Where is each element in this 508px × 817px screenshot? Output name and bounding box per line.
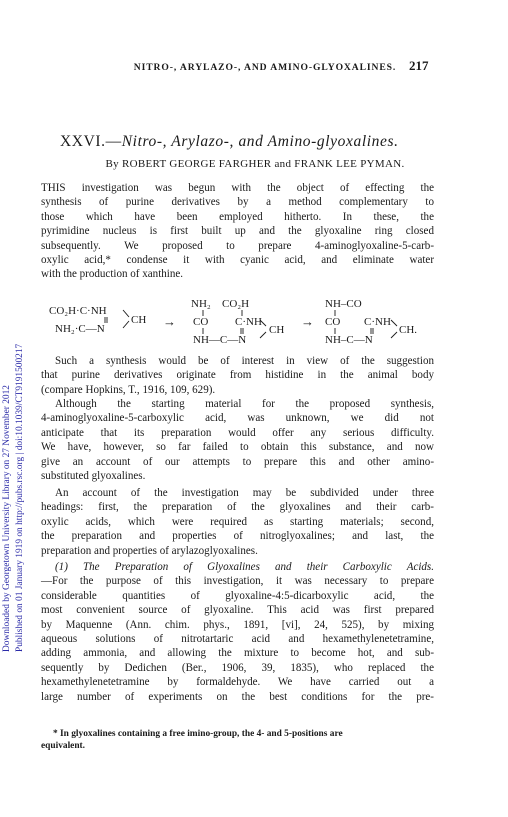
formula-intermediate-acid: CO₂H [222,298,250,310]
article-authors: By ROBERT GEORGE FARGHER and FRANK LEE PYMAN. [105,158,405,170]
text-line: 4-aminoglyoxaline-5-carboxylic acid, was unknown, we did not [41,412,434,425]
text-line: that purine derivatives originate from histidine in the animal body [41,369,434,382]
publication-notice: Published on 01 January 1919 on http://pubs.rsc.org | doi:10.1039/CT9191500217 [15,343,25,652]
text-line: large number of experiments on the best conditions for the pre- [41,690,434,703]
formula-xanthine-ring-top: C·NH [364,316,391,328]
formula-xanthine-carbonyl: CO [325,316,341,328]
reaction-arrow-1: → [163,314,176,329]
text-line: considerable quantities of glyoxaline-4:5-dicarboxylic acid, the [41,589,434,602]
download-notice: Downloaded by Georgetown University Library on 27 November 2012 [2,385,12,652]
formula-xanthine-top: NH–CO [325,298,362,310]
reaction-scheme [41,296,441,354]
text-line: most convenient source of glyoxaline. This acid was first prepared [41,604,434,617]
formula-aminoacid-top: CO₂H·C·NH [49,305,107,317]
article-title [60,133,450,151]
formula-aminoacid-ring: CH [131,314,147,326]
article-title-text: Nitro-, Arylazo-, and Amino-glyoxalines. [121,133,399,150]
section-heading: (1) The Preparation of Glyoxalines and their Carboxylic Acids. [55,561,434,573]
footnote [41,728,434,752]
text-line: hexamethylenetetramine by formaldehyde. We have carried out a [41,676,434,689]
text-line: with the production of xanthine. [41,268,184,281]
formula-aminoacid-bottom: NH₂·C—N [55,323,105,335]
paragraph-outline [41,486,434,558]
text-line: —For the purpose of this investigation, it was necessary to prepare [41,575,434,588]
formula-xanthine-ring-bottom: NH–C—N [325,334,373,346]
text-line: those which have been employed hitherto. In these, the [41,210,434,223]
text-line: adding ammonia, and allowing the mixture to become hot, and sub- [41,647,434,660]
paragraph-intro [41,181,434,282]
text-line: by Maquenne (Ann. chim. phys., 1891, [vi], 24, 525), by mixing [41,618,434,631]
text-line: pyrimidine nucleus is first built up and the glyoxaline ring closed [41,225,434,238]
text-line: preparation and properties of arylazoglyoxalines. [41,544,258,557]
text-line: oxylic acids, which were required as starting materials; second, [41,515,434,528]
text-line: We have, however, so far failed to obtain this substance, and now [41,441,434,454]
text-line: sequently by Dedichen (Ber., 1906, 39, 1835), who replaced the [41,661,434,674]
text-line: anticipate that its preparation would offer any serious difficulty. [41,426,434,439]
text-line: aqueous solutions of nitrotartaric acid and hexamethylenetetramine, [41,633,434,646]
formula-intermediate-carbonyl: CO [193,316,209,328]
text-line: the preparation and properties of nitroglyoxalines; and last, the [41,530,434,543]
paragraph-starting-material [41,397,434,483]
download-watermark [2,130,32,670]
text-line: substituted glyoxalines. [41,470,146,483]
formula-xanthine-ring: CH. [399,324,418,336]
text-line: synthesis of purine derivatives by a method complementary to [41,196,434,209]
formula-intermediate-amine: NH₂ [191,298,211,310]
text-line: subsequently. We proposed to prepare 4-aminoglyoxaline-5-carb- [41,239,434,252]
text-line: (compare Hopkins, T., 1916, 109, 629). [41,383,216,396]
paragraph-interest [41,354,434,397]
paragraph-preparation [41,560,434,704]
footnote-line: equivalent. [41,741,86,751]
footnote-line: * In glyoxalines containing a free imino-group, the 4- and 5-positions are [53,729,343,739]
formula-intermediate-ring-bottom: NH—C—N [193,334,247,346]
reaction-arrow-2: → [301,314,314,329]
text-line: headings: first, the preparation of the glyoxalines and their carb- [41,501,434,514]
running-title: NITRO-, ARYLAZO-, AND AMINO-GLYOXALINES. [133,62,397,73]
formula-intermediate-ring: CH [269,324,285,336]
text-line: oxylic acid,* condense it with cyanic acid, and eliminate water [41,254,434,267]
text-line: An account of the investigation may be subdivided under three [55,487,434,499]
text-line: Such a synthesis would be of interest in view of the suggestion [55,355,434,367]
formula-intermediate-ring-top: C·NH [235,316,262,328]
text-line: Although the starting material for the proposed synthesis, [55,398,434,410]
text-line: THIS investigation was begun with the object of effecting the [41,182,434,194]
text-line: give an account of our attempts to prepare this and other amino- [41,455,434,468]
page-number: 217 [409,58,429,73]
article-number: XXVI.— [60,133,122,150]
